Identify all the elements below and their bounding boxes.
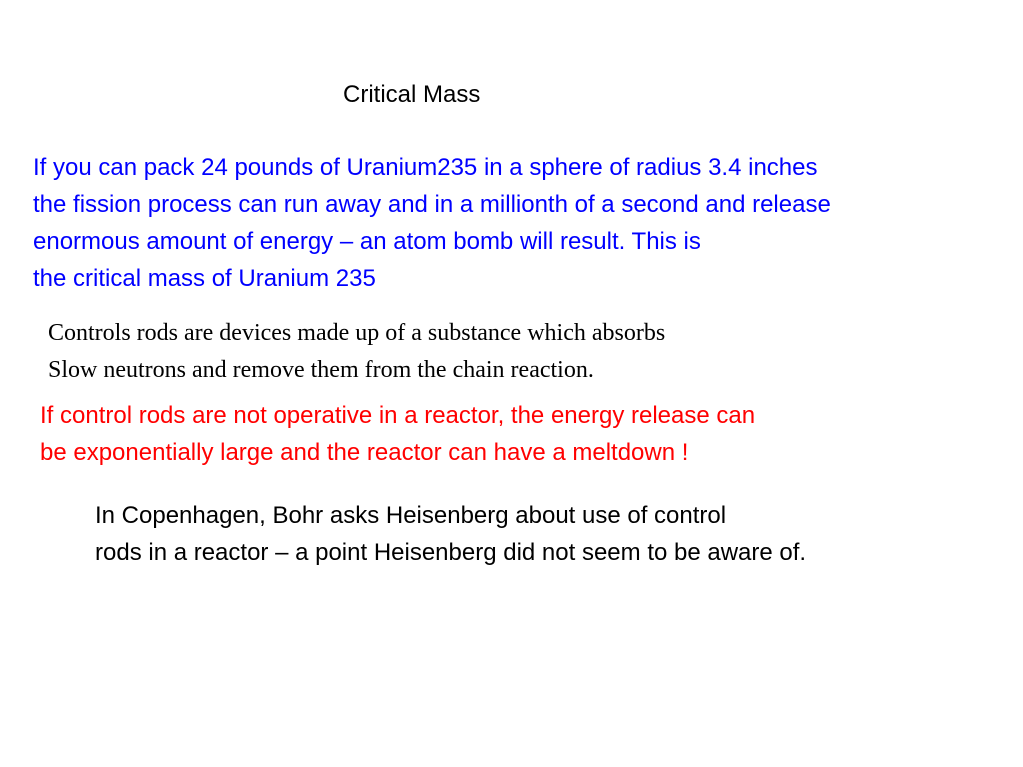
meltdown-line-1: If control rods are not operative in a reactor, the energy release can (40, 402, 756, 429)
copenhagen-line-2: rods in a reactor – a point Heisenberg did not seem to be aware of. (95, 539, 807, 566)
copenhagen-paragraph (95, 497, 806, 571)
control-rods-line-1: Controls rods are devices made up of a substance which absorbs (48, 320, 666, 346)
critical-mass-paragraph (33, 149, 831, 297)
critical-mass-line-1: If you can pack 24 pounds of Uranium235 in a sphere of radius 3.4 inches (33, 154, 818, 181)
meltdown-warning-paragraph (40, 397, 755, 471)
critical-mass-line-3: enormous amount of energy – an atom bomb will result. This is (33, 228, 701, 255)
copenhagen-line-1: In Copenhagen, Bohr asks Heisenberg about use of control (95, 502, 727, 529)
meltdown-line-2: be exponentially large and the reactor can have a meltdown ! (40, 439, 689, 466)
critical-mass-line-4: the critical mass of Uranium 235 (33, 265, 376, 292)
control-rods-paragraph (48, 315, 665, 389)
slide-title: Critical Mass (343, 81, 481, 108)
critical-mass-line-2: the fission process can run away and in a millionth of a second and release (33, 191, 831, 218)
control-rods-line-2: Slow neutrons and remove them from the chain reaction. (48, 357, 594, 383)
